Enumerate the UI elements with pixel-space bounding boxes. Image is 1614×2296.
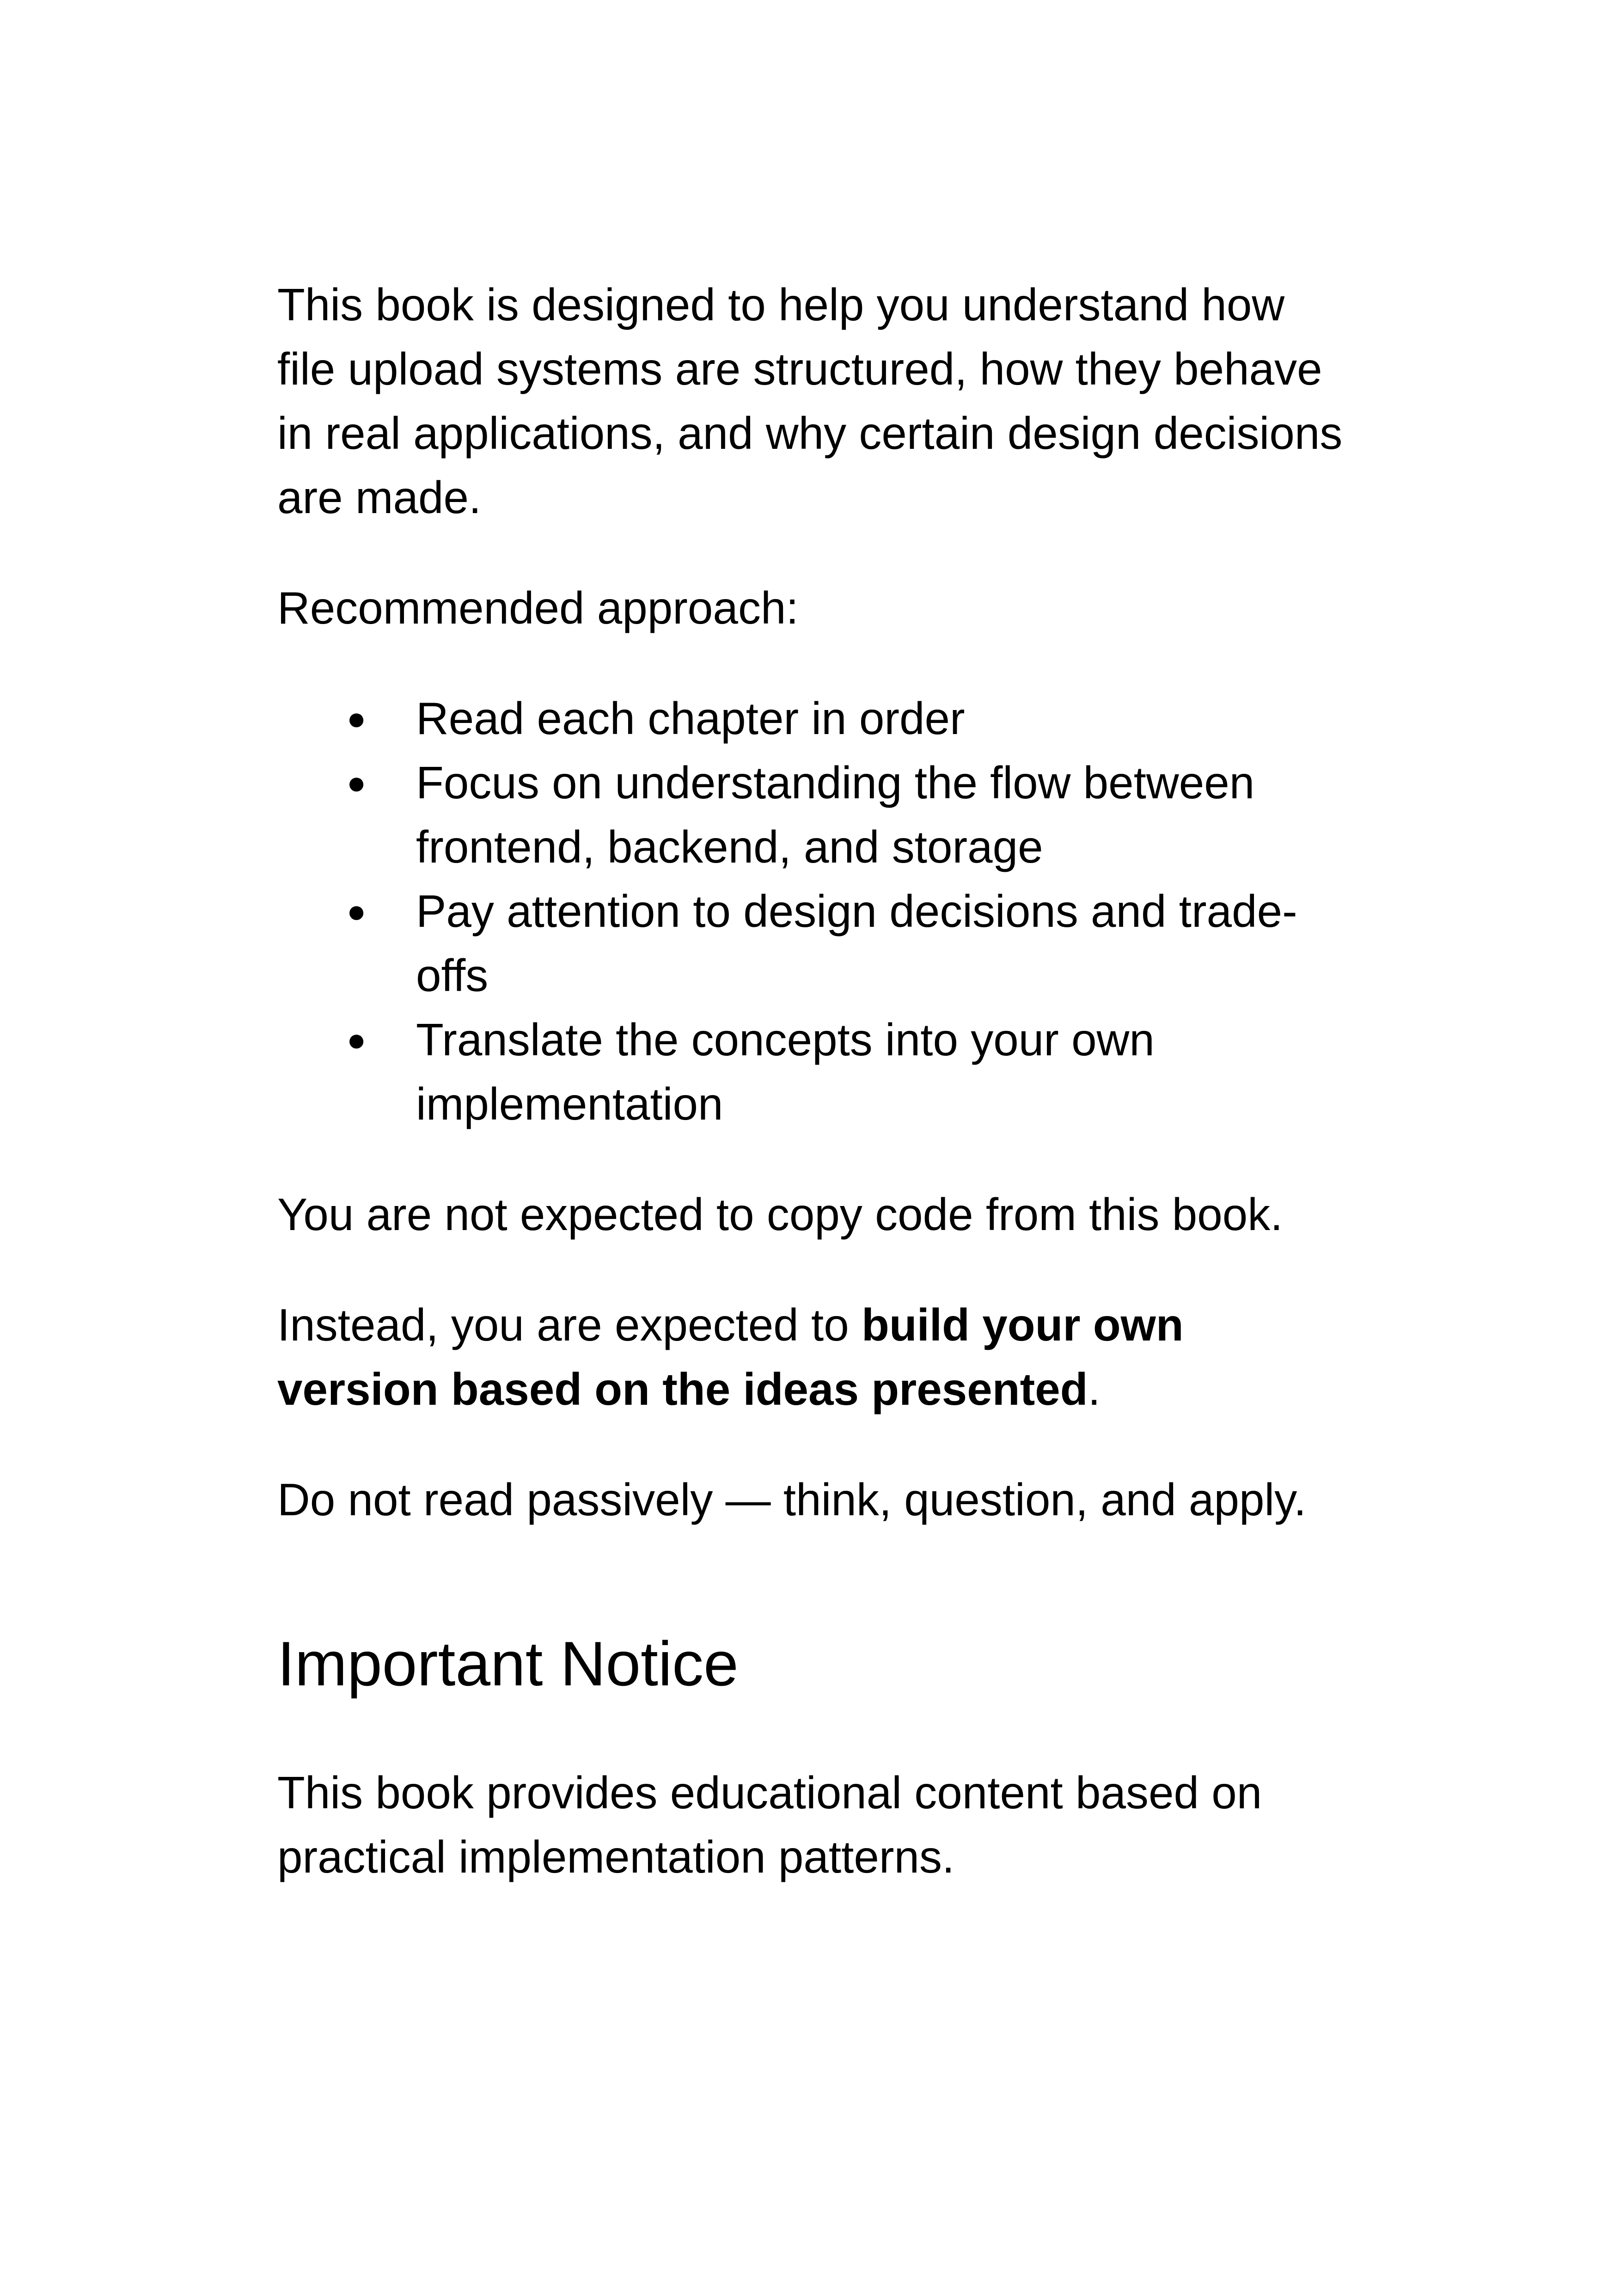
bullet-icon: ● bbox=[347, 893, 367, 929]
intro-paragraph: This book is designed to help you understand how file upload systems are structured, how they behave in real applications, and why certain design decisions are made. bbox=[277, 279, 1343, 523]
copy-note-paragraph: You are not expected to copy code from this book. bbox=[277, 1189, 1283, 1240]
instead-suffix: . bbox=[1088, 1364, 1100, 1414]
list-item bbox=[277, 686, 1350, 751]
list-item bbox=[277, 879, 1350, 1008]
bullet-icon: ● bbox=[347, 700, 367, 736]
instead-bold-text: build your own version based on the ideas presented bbox=[277, 1299, 1184, 1414]
notice-heading: Important Notice bbox=[277, 1629, 739, 1699]
approach-label: Recommended approach: bbox=[277, 582, 799, 633]
list-item bbox=[277, 1008, 1350, 1136]
list-item bbox=[277, 751, 1350, 879]
notice-paragraph: This book provides educational content based on practical implementation patterns. bbox=[277, 1767, 1262, 1882]
list-item-text: Pay attention to design decisions and trade-offs bbox=[416, 886, 1297, 1001]
approach-list bbox=[277, 686, 1350, 1136]
bullet-icon: ● bbox=[347, 765, 367, 801]
passive-note-paragraph: Do not read passively — think, question, and apply. bbox=[277, 1474, 1307, 1525]
list-item-text: Read each chapter in order bbox=[416, 693, 965, 744]
list-item-text: Translate the concepts into your own implementation bbox=[416, 1014, 1155, 1129]
page-content bbox=[277, 273, 1350, 1889]
instead-prefix: Instead, you are expected to bbox=[277, 1299, 862, 1350]
instead-paragraph bbox=[277, 1293, 1350, 1421]
bullet-icon: ● bbox=[347, 1022, 367, 1058]
list-item-text: Focus on understanding the flow between frontend, backend, and storage bbox=[416, 757, 1255, 872]
